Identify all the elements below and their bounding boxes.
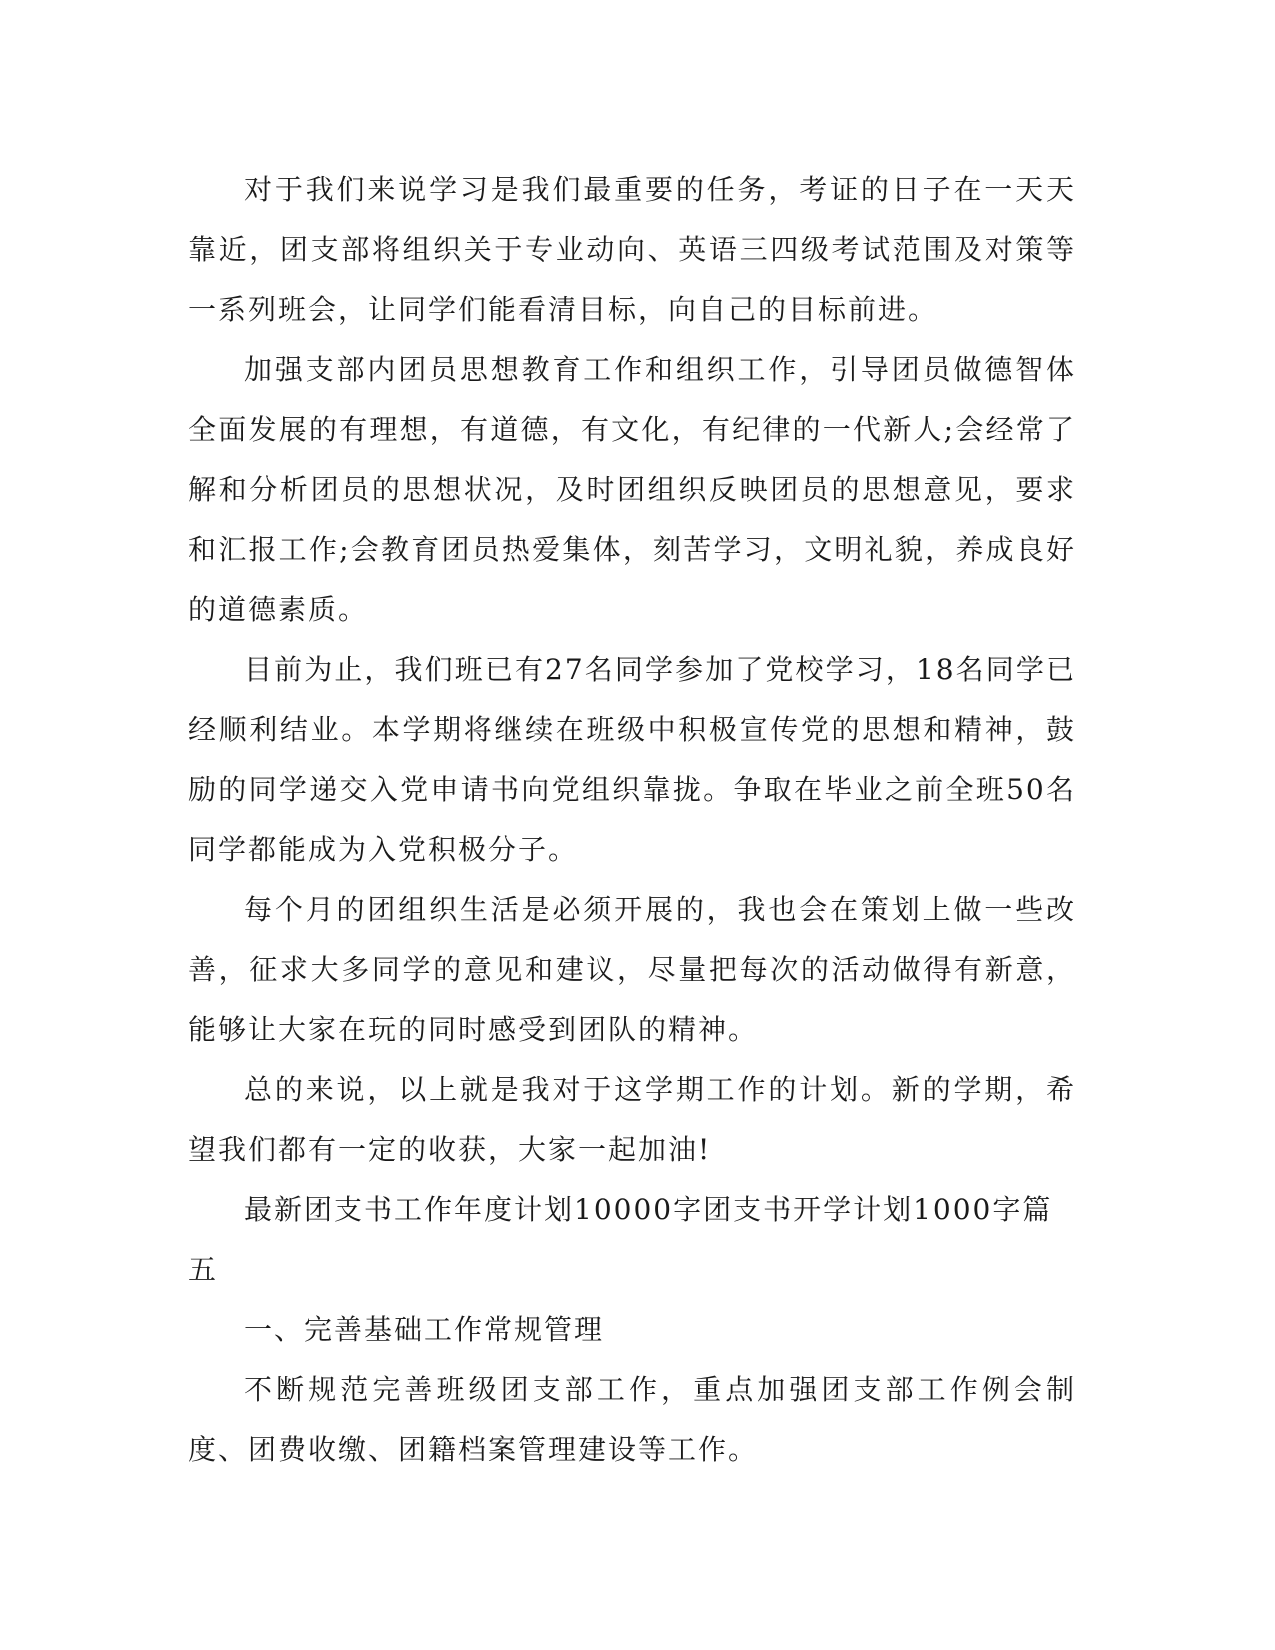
document-body bbox=[188, 160, 1076, 1480]
section-heading: 一、完善基础工作常规管理 bbox=[244, 1313, 605, 1346]
paragraph-summary: 总的来说，以上就是我对于这学期工作的计划。新的学期，希望我们都有一定的收获，大家一起加油! bbox=[188, 1073, 1076, 1166]
paragraph-party-school: 目前为止，我们班已有27名同学参加了党校学习，18名同学已经顺利结业。本学期将继续在班级中积极宣传党的思想和精神，鼓励的同学递交入党申请书向党组织靠拢。争取在毕业之前全班50名同学都能成为入党积极分子。 bbox=[188, 653, 1076, 866]
paragraph-routine-management: 不断规范完善班级团支部工作，重点加强团支部工作例会制度、团费收缴、团籍档案管理建设等工作。 bbox=[188, 1373, 1076, 1466]
section-title: 最新团支书工作年度计划10000字团支书开学计划1000字篇五 bbox=[188, 1193, 1053, 1286]
paragraph-study-goals: 对于我们来说学习是我们最重要的任务，考证的日子在一天天靠近，团支部将组织关于专业动向、英语三四级考试范围及对策等一系列班会，让同学们能看清目标，向自己的目标前进。 bbox=[188, 173, 1076, 326]
paragraph-ideological-education: 加强支部内团员思想教育工作和组织工作，引导团员做德智体全面发展的有理想，有道德，有文化，有纪律的一代新人;会经常了解和分析团员的思想状况，及时团组织反映团员的思想意见，要求和汇报工作;会教育团员热爱集体，刻苦学习，文明礼貌，养成良好的道德素质。 bbox=[188, 353, 1076, 626]
paragraph-monthly-activities: 每个月的团组织生活是必须开展的，我也会在策划上做一些改善，征求大多同学的意见和建议，尽量把每次的活动做得有新意，能够让大家在玩的同时感受到团队的精神。 bbox=[188, 893, 1076, 1046]
